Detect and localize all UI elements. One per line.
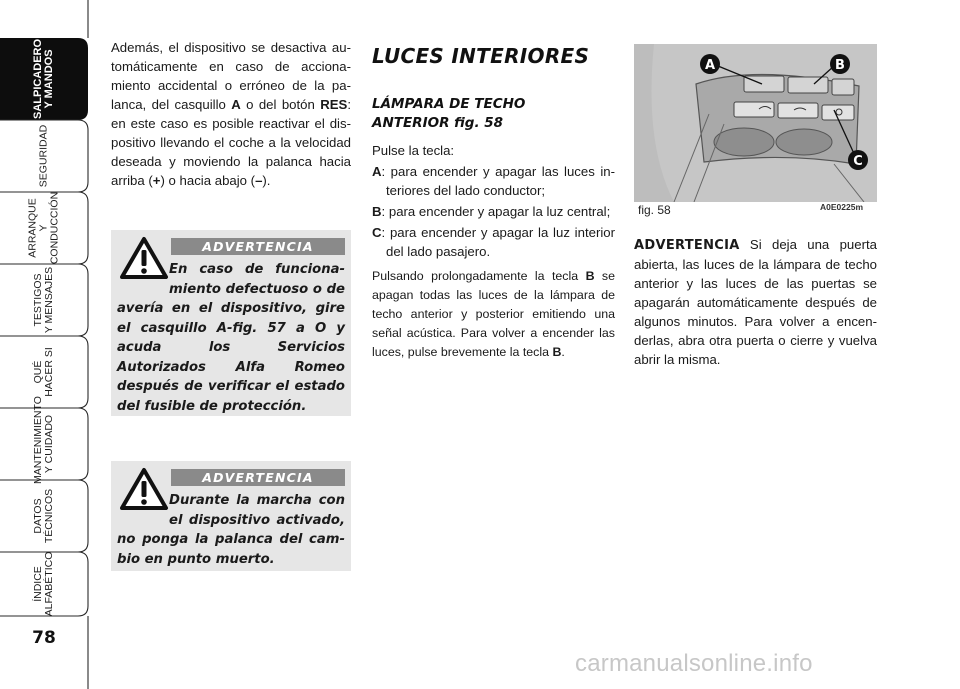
intro-text: Pulse la tecla: <box>372 143 455 158</box>
warning-title: ADVERTENCIA <box>171 238 345 255</box>
tab-arranque[interactable]: ARRANQUE Y CONDUCCIÓN <box>26 191 61 265</box>
callout-a: A <box>704 58 716 73</box>
tab-seguridad[interactable]: SEGURIDAD <box>37 124 50 188</box>
figure-code: A0E0225m <box>820 202 864 212</box>
door-warning-paragraph: ADVERTENCIA Si deja una puerta abierta, las luces de la lámpara de techo anterior y las luces de las puertas se apagarán automáticamente después de algunos minutos. Para volver a encenderlas, abra otra puerta o cierre y vuelva abrir la misma. <box>634 237 877 367</box>
chapter-tabs <box>0 0 90 689</box>
warning-box-neutral <box>111 461 351 571</box>
list-item: C: para encender y apagar la luz interior del lado pasajero. <box>372 225 615 259</box>
figure-caption: fig. 58 <box>638 203 671 217</box>
warning-box-malfunction <box>111 230 351 416</box>
list-item: B: para encender y apagar la luz central; <box>372 204 611 219</box>
page-number: 78 <box>32 628 56 648</box>
warning-text: Durante la marcha con el dispositivo activado, no ponga la palanca del cambio en punto muerto. <box>117 493 345 567</box>
callout-b: B <box>835 58 845 73</box>
long-press-paragraph: Pulsando prolongadamente la tecla B se apagan todas las luces de la lámpara de techo anterior y posterior emitiendo una señal acústica. Para volver a encender las luces, pulse brevemente la tecla B. <box>372 269 616 359</box>
tab-indice[interactable]: ÍNDICE ALFABÉTICO <box>32 551 55 617</box>
tab-mantenimiento[interactable]: MANTENIMIENTO Y CUIDADO <box>32 396 55 484</box>
tab-que-hacer[interactable]: QUÉ HACER SI <box>32 347 55 397</box>
warning-text: En caso de funcionamiento defectuoso o de avería en el dispositivo, gire el casquillo A-fig. 57 a O y acuda los Servicios Autorizados Alfa Romeo después de verificar el estado del fusible de protección. <box>117 262 345 414</box>
subheading-line-2: ANTERIOR fig. 58 <box>372 115 504 131</box>
list-item: A: para encender y apagar las luces interiores del lado conductor; <box>372 164 615 198</box>
watermark: carmanualsonline.info <box>575 650 813 677</box>
tab-salpicadero[interactable]: SALPICADERO Y MANDOS <box>32 38 55 119</box>
column-2 <box>372 44 615 362</box>
ceiling-lamp-illustration <box>634 44 877 202</box>
column-1 <box>111 38 351 190</box>
tab-testigos[interactable]: TESTIGOS Y MENSAJES <box>32 266 55 334</box>
tab-datos[interactable]: DATOS TÉCNICOS <box>32 488 55 544</box>
column-3 <box>634 235 877 369</box>
cruise-deactivation-paragraph: Además, el dispositivo se desactiva automáticamente en caso de accionamiento accidental o erróneo de la palanca, del casquillo A o del botón RES: en este caso es posible reactivar el dispositivo llevando el coche a la velocidad deseada y moviendo la palanca hacia arriba (+) o hacia abajo (–). <box>111 40 351 188</box>
ceiling-lamp-figure <box>634 44 877 202</box>
callout-c: C <box>853 154 863 169</box>
section-heading: LUCES INTERIORES <box>372 44 590 68</box>
warning-title: ADVERTENCIA <box>171 469 345 486</box>
subheading-line-1: LÁMPARA DE TECHO <box>372 96 526 112</box>
